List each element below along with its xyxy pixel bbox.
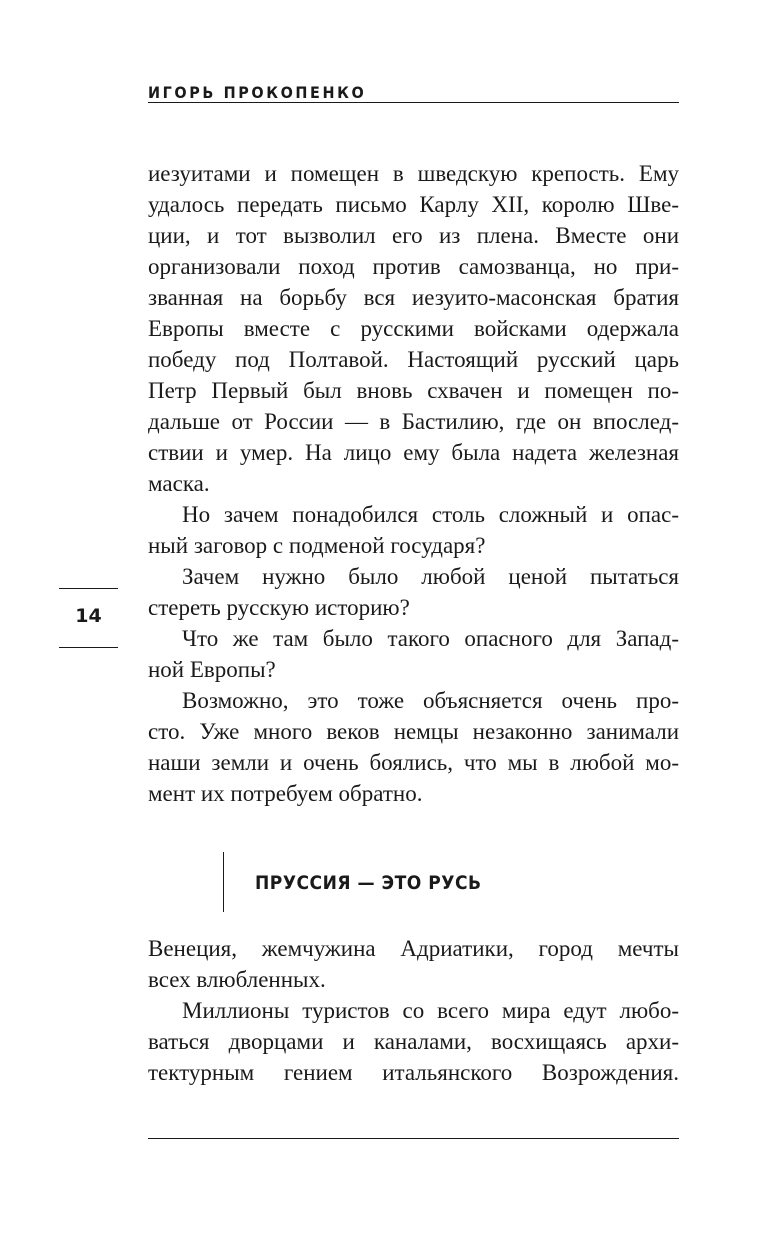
text-line: победу под Полтавой. Настоящий русский царь xyxy=(148,347,679,372)
text-line: стереть русскую историю? xyxy=(148,595,410,620)
text-line: Европы вместе с русскими войсками одержала xyxy=(148,316,679,341)
page-number-rule-top xyxy=(59,588,118,589)
text-line: маска. xyxy=(148,471,210,496)
section-heading: ПРУССИЯ — ЭТО РУСЬ xyxy=(255,872,482,894)
text-line: Возможно, это тоже объясняется очень про- xyxy=(182,688,679,713)
text-line: ствии и умер. На лицо ему была надета железная xyxy=(148,440,679,465)
text-line: Что же там было такого опасного для Запад- xyxy=(182,626,679,651)
text-line: званная на борьбу вся иезуито-масонская братия xyxy=(148,285,679,310)
text-line: мент их потребуем обратно. xyxy=(148,781,423,806)
text-line: Миллионы туристов со всего мира едут любо- xyxy=(182,998,679,1023)
text-line: Зачем нужно было любой ценой пытаться xyxy=(182,564,679,589)
text-line: Венеция, жемчужина Адриатики, город мечты xyxy=(148,936,679,961)
text-line: ный заговор с подменой государя? xyxy=(148,533,486,558)
text-line: удалось передать письмо Карлу XII, королю Шве- xyxy=(148,192,679,217)
text-line: иезуитами и помещен в шведскую крепость. Ему xyxy=(148,161,679,186)
text-line: ваться дворцами и каналами, восхищаясь архи- xyxy=(148,1029,679,1054)
footer-rule xyxy=(148,1138,679,1139)
text-line: организовали поход против самозванца, но при- xyxy=(148,254,679,279)
text-line: Петр Первый был вновь схвачен и помещен по- xyxy=(148,378,679,403)
text-line: тектурным гением итальянского Возрождения. xyxy=(148,1060,679,1085)
text-line: дальше от России — в Бастилию, где он впослед- xyxy=(148,409,679,434)
body-text-block-1 xyxy=(148,158,679,809)
text-line: наши земли и очень боялись, что мы в любой мо- xyxy=(148,750,679,775)
header-rule xyxy=(148,102,679,103)
page-number: 14 xyxy=(75,605,102,627)
text-line: сто. Уже много веков немцы незаконно занимали xyxy=(148,719,679,744)
page-number-rule-bottom xyxy=(59,647,118,648)
text-line: ции, и тот вызволил его из плена. Вместе они xyxy=(148,223,679,248)
text-line: всех влюбленных. xyxy=(148,967,326,992)
running-head: ИГОРЬ ПРОКОПЕНКО xyxy=(148,83,367,102)
text-line: ной Европы? xyxy=(148,657,276,682)
section-heading-bar xyxy=(223,852,224,912)
body-text-block-2 xyxy=(148,933,679,1088)
text-line: Но зачем понадобился столь сложный и опас- xyxy=(182,502,679,527)
